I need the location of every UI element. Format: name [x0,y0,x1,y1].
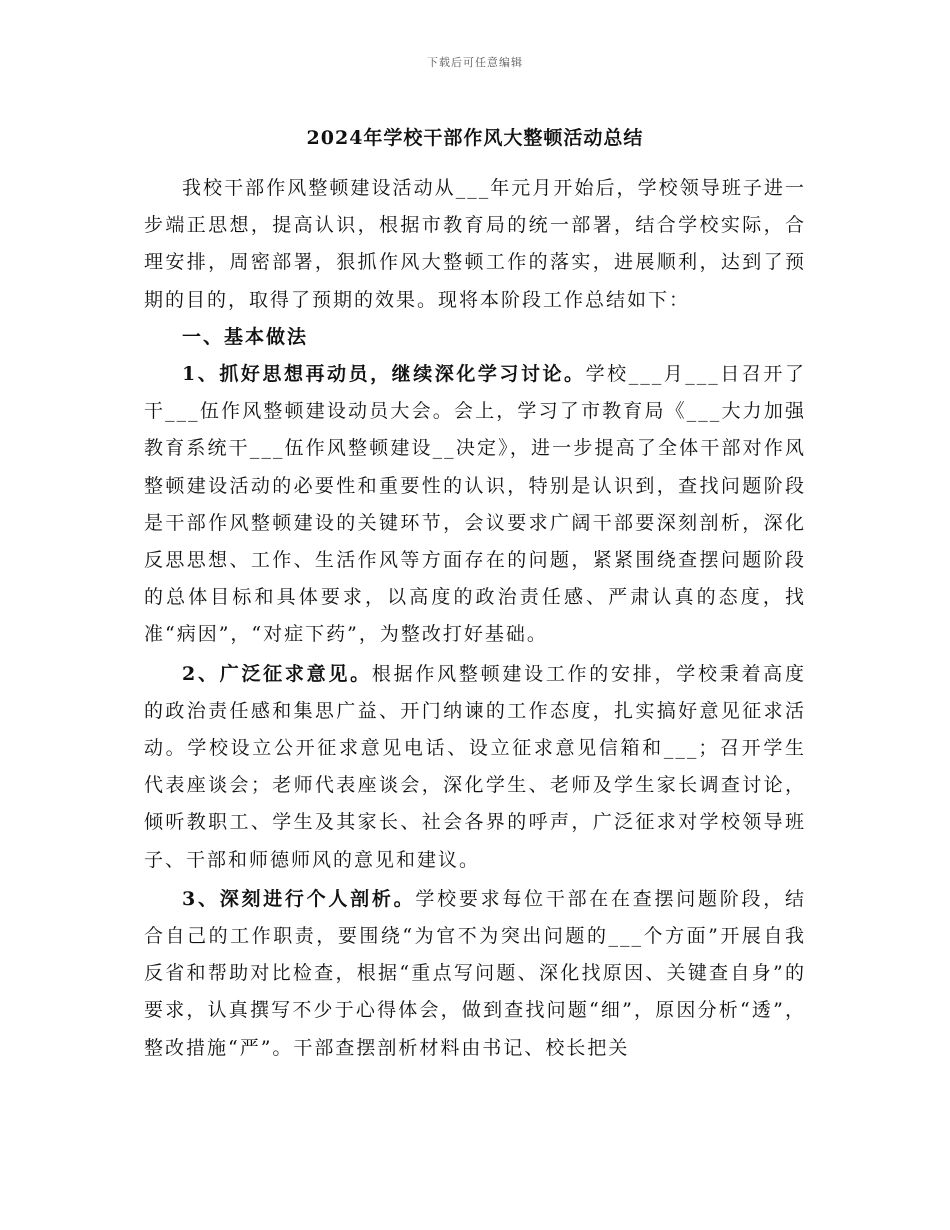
intro-paragraph: 我校干部作风整顿建设活动从___年元月开始后，学校领导班子进一步端正思想，提高认识，根据市教育局的统一部署，结合学校实际，合理安排，周密部署，狠抓作风大整顿工作的落实，进展顺利，达到了预期的目的，取得了预期的效果。现将本阶段工作总结如下： [144,177,806,311]
item-3-lead: 3、深刻进行个人剖析。 [182,887,416,910]
item-1-lead: 1、抓好思想再动员，继续深化学习讨论。 [182,363,586,386]
item-3-paragraph [144,881,806,1067]
item-2-paragraph [144,656,806,879]
item-1-paragraph [144,356,806,654]
item-2-body: 根据作风整顿建设工作的安排，学校秉着高度的政治责任感和集思广益、开门纳谏的工作态度，扎实搞好意见征求活动。学校设立公开征求意见电话、设立征求意见信箱和___；召开学生代表座谈会；老师代表座谈会，深化学生、老师及学生家长调查讨论，倾听教职工、学生及其家长、社会各界的呼声，广泛征求对学校领导班子、干部和师德师风的意见和建议。 [144,662,806,871]
section-heading-basic-methods: 一、基本做法 [182,325,309,348]
header-note: 下载后可任意编辑 [427,56,523,69]
document-body [144,170,806,1067]
item-3-body: 学校要求每位干部在在查摆问题阶段，结合自己的工作职责，要围绕“为官不为突出问题的___个方面”开展自我反省和帮助对比检查，根据“重点写问题、深化找原因、关键查自身”的要求，认真撰写不少于心得体会，做到查找问题“细”，原因分析“透”，整改措施“严”。干部查摆剖析材料由书记、校长把关 [144,887,806,1059]
item-2-lead: 2、广泛征求意见。 [182,662,372,685]
document-title: 2024年学校干部作风大整顿活动总结 [306,127,644,149]
item-1-body: 学校___月___日召开了干___伍作风整顿建设动员大会。会上，学习了市教育局《___大力加强教育系统干___伍作风整顿建设__决定》，进一步提高了全体干部对作风整顿建设活动的必要性和重要性的认识，特别是认识到，查找问题阶段是干部作风整顿建设的关键环节，会议要求广阔干部要深刻剖析，深化反思思想、工作、生活作风等方面存在的问题，紧紧围绕查摆问题阶段的总体目标和具体要求，以高度的政治责任感、严肃认真的态度，找准“病因”，“对症下药”，为整改打好基础。 [144,363,806,646]
